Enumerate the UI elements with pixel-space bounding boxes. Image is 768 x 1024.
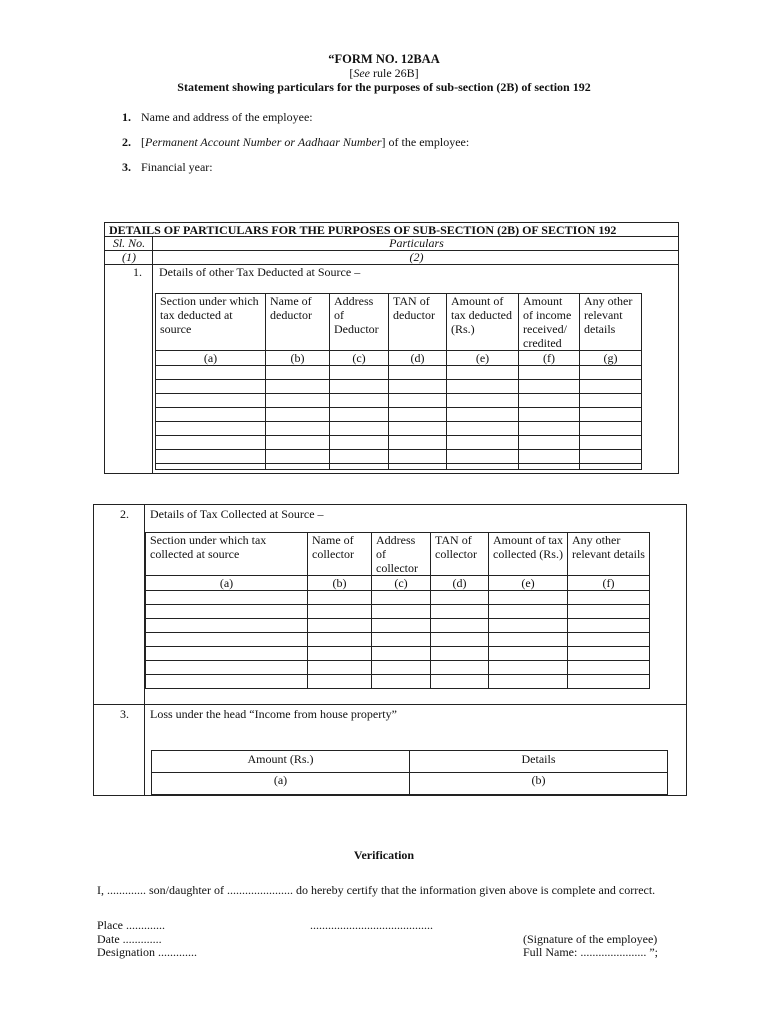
tds-header-cell: Any other relevant details [580,294,642,351]
tcs-blank-cell[interactable] [568,619,650,633]
tds-blank-cell[interactable] [389,450,447,464]
tds-header-cell: Name of deductor [266,294,330,351]
tcs-blank-cell[interactable] [431,647,489,661]
verification-title: Verification [353,848,415,862]
tds-blank-cell[interactable] [266,408,330,422]
item-number: 1. [122,110,131,124]
item-text-post: ] of the employee: [381,135,470,149]
tcs-blank-cell[interactable] [568,661,650,675]
tcs-header-cell: Any other relevant details [568,533,650,576]
tcs-blank-row [146,633,650,647]
tcs-letter-cell: (b) [308,576,372,591]
item-text-pre: [ [141,135,145,149]
tcs-blank-cell[interactable] [146,633,308,647]
rule-see: See [353,66,370,80]
tcs-blank-cell[interactable] [489,591,568,605]
tds-blank-cell[interactable] [156,436,266,450]
tds-blank-row [156,422,642,436]
tcs-blank-cell[interactable] [431,633,489,647]
tcs-blank-cell[interactable] [146,619,308,633]
tds-blank-cell[interactable] [156,408,266,422]
col-particulars-head: Particulars [389,236,444,250]
tds-letter-cell: (d) [389,351,447,366]
tcs-header-cell: Name of collector [308,533,372,576]
loss-label: Loss under the head “Income from house property” [150,707,397,721]
tds-blank-cell[interactable] [580,436,642,450]
item-employee-pan [122,135,469,150]
tcs-blank-cell[interactable] [372,633,431,647]
loss-letter-cell: (a) [152,773,410,795]
tcs-blank-cell[interactable] [308,591,372,605]
item-number: 2. [122,135,131,149]
form-subtitle: Statement showing particulars for the purposes of sub-section (2B) of section 192 [177,80,591,94]
tds-blank-cell[interactable] [266,450,330,464]
tds-blank-cell[interactable] [330,366,389,380]
tds-blank-cell[interactable] [519,380,580,394]
tcs-blank-cell[interactable] [308,633,372,647]
tds-blank-cell[interactable] [389,436,447,450]
tds-blank-row [156,394,642,408]
tcs-blank-cell[interactable] [568,647,650,661]
signature-line[interactable]: ......................................... [310,918,433,932]
loss-header-cell: Details [410,751,668,773]
tds-blank-cell[interactable] [580,380,642,394]
tcs-blank-cell[interactable] [568,633,650,647]
tcs-letter-cell: (f) [568,576,650,591]
tds-blank-cell[interactable] [156,464,266,470]
tcs-blank-cell[interactable] [568,605,650,619]
tds-letter-cell: (b) [266,351,330,366]
tds-blank-cell[interactable] [266,394,330,408]
tds-header-cell: TAN of deductor [389,294,447,351]
tds-blank-row [156,450,642,464]
item-text [141,135,469,150]
tds-letter-cell: (f) [519,351,580,366]
date-field[interactable]: Date ............. [97,932,162,946]
tds-blank-cell[interactable] [519,408,580,422]
tcs-letter-cell: (c) [372,576,431,591]
form-title: “FORM NO. 12BAA [328,52,440,66]
tds-blank-cell[interactable] [156,380,266,394]
tds-header-cell: Amount of income received/ credited [519,294,580,351]
col-particulars-num: (2) [409,250,424,264]
tds-blank-cell[interactable] [580,408,642,422]
tcs-blank-cell[interactable] [372,605,431,619]
tds-header-cell: Address of Deductor [330,294,389,351]
tds-blank-cell[interactable] [447,408,519,422]
tcs-blank-cell[interactable] [372,675,431,689]
tds-blank-cell[interactable] [330,394,389,408]
tcs-header-row [146,533,650,576]
tds-blank-row [156,380,642,394]
tds-blank-cell[interactable] [330,450,389,464]
tds-blank-row [156,464,642,470]
tcs-blank-cell[interactable] [568,675,650,689]
tds-blank-cell[interactable] [447,436,519,450]
col-sl-no-num: (1) [122,250,136,264]
tcs-blank-cell[interactable] [489,647,568,661]
tds-blank-cell[interactable] [389,464,447,470]
rule-prefix: [ [349,66,354,80]
tds-blank-cell[interactable] [389,408,447,422]
tcs-blank-cell[interactable] [372,619,431,633]
tcs-blank-row [146,605,650,619]
tds-blank-cell[interactable] [330,380,389,394]
tds-blank-cell[interactable] [580,450,642,464]
tcs-blank-cell[interactable] [489,633,568,647]
tcs-blank-cell[interactable] [431,605,489,619]
loss-sl-no: 3. [120,707,129,721]
full-name-field[interactable]: Full Name: ...................... ”; [523,945,658,959]
signature-label: (Signature of the employee) [523,932,658,946]
tds-blank-row [156,408,642,422]
tds-blank-cell[interactable] [447,464,519,470]
tds-blank-cell[interactable] [519,436,580,450]
tcs-blank-row [146,591,650,605]
tcs-header-cell: TAN of collector [431,533,489,576]
col-sl-no-head: Sl. No. [112,236,146,250]
tds-blank-cell[interactable] [580,422,642,436]
tds-blank-cell[interactable] [330,436,389,450]
tds-blank-cell[interactable] [447,366,519,380]
item-text-italic: Permanent Account Number or Aadhaar Number [145,135,382,149]
tds-blank-cell[interactable] [156,394,266,408]
tcs-letter-row [146,576,650,591]
loss-letter-cell: (b) [410,773,668,795]
item-text: Financial year: [141,160,213,174]
tds-blank-cell[interactable] [447,380,519,394]
loss-table [151,750,668,795]
item-text: Name and address of the employee: [141,110,313,124]
tds-letter-cell: (a) [156,351,266,366]
tds-blank-cell[interactable] [330,464,389,470]
tds-letter-cell: (c) [330,351,389,366]
tds-blank-cell[interactable] [519,366,580,380]
tcs-blank-cell[interactable] [308,605,372,619]
tcs-blank-cell[interactable] [146,591,308,605]
tcs-letter-cell: (e) [489,576,568,591]
tds-blank-cell[interactable] [580,464,642,470]
tds-label: Details of other Tax Deducted at Source – [159,265,361,279]
tcs-table [145,532,650,689]
loss-header-row [152,751,668,773]
tcs-blank-cell[interactable] [308,675,372,689]
tds-blank-cell[interactable] [389,380,447,394]
form-rule-reference [0,66,768,81]
details-section [104,222,679,474]
tcs-header-cell: Section under which tax collected at source [146,533,308,576]
tcs-blank-cell[interactable] [146,661,308,675]
tds-blank-cell[interactable] [447,450,519,464]
designation-field[interactable]: Designation ............. [97,945,197,959]
rule-rest: rule 26B] [370,66,419,80]
tcs-sl-no: 2. [120,507,129,521]
tcs-blank-cell[interactable] [489,675,568,689]
tcs-header-cell: Address of collector [372,533,431,576]
tcs-blank-row [146,647,650,661]
tds-blank-cell[interactable] [389,422,447,436]
loss-header-cell: Amount (Rs.) [152,751,410,773]
tds-blank-cell[interactable] [519,450,580,464]
tds-header-row [156,294,642,351]
tcs-blank-cell[interactable] [146,675,308,689]
tds-table [155,293,642,470]
tcs-blank-cell[interactable] [372,661,431,675]
tcs-blank-cell[interactable] [308,661,372,675]
tds-blank-cell[interactable] [519,394,580,408]
tcs-blank-cell[interactable] [431,591,489,605]
tds-blank-cell[interactable] [266,436,330,450]
tds-blank-cell[interactable] [519,422,580,436]
tds-blank-cell[interactable] [447,422,519,436]
tcs-blank-row [146,619,650,633]
tcs-loss-section [93,504,687,796]
tcs-blank-cell[interactable] [431,661,489,675]
tds-blank-cell[interactable] [330,422,389,436]
tcs-header-cell: Amount of tax collected (Rs.) [489,533,568,576]
tds-header-cell: Section under which tax deducted at source [156,294,266,351]
tds-blank-cell[interactable] [156,422,266,436]
tds-blank-cell[interactable] [266,380,330,394]
tcs-blank-cell[interactable] [146,605,308,619]
item-employee-name [122,110,313,125]
tcs-blank-row [146,675,650,689]
tds-blank-row [156,366,642,380]
tds-blank-cell[interactable] [580,366,642,380]
tcs-blank-cell[interactable] [308,647,372,661]
tds-blank-cell[interactable] [266,422,330,436]
loss-letter-row [152,773,668,795]
tcs-letter-cell: (a) [146,576,308,591]
tds-letter-row [156,351,642,366]
tds-blank-cell[interactable] [156,450,266,464]
tds-blank-cell[interactable] [266,464,330,470]
tds-blank-cell[interactable] [330,408,389,422]
tds-header-cell: Amount of tax deducted (Rs.) [447,294,519,351]
tcs-blank-cell[interactable] [568,591,650,605]
tcs-blank-cell[interactable] [431,619,489,633]
tds-blank-cell[interactable] [156,366,266,380]
tcs-blank-row [146,661,650,675]
tds-blank-cell[interactable] [447,394,519,408]
tcs-blank-cell[interactable] [489,605,568,619]
tcs-blank-cell[interactable] [372,647,431,661]
details-title: DETAILS OF PARTICULARS FOR THE PURPOSES OF SUB-SECTION (2B) OF SECTION 192 [109,223,617,237]
tcs-blank-cell[interactable] [489,661,568,675]
tcs-blank-cell[interactable] [308,619,372,633]
tds-letter-cell: (e) [447,351,519,366]
verification-statement: I, ............. son/daughter of ...................... do hereby certify that the information given above is complete and correct. [97,883,656,897]
tds-blank-cell[interactable] [519,464,580,470]
tcs-blank-cell[interactable] [431,675,489,689]
tcs-blank-cell[interactable] [146,647,308,661]
item-number: 3. [122,160,131,174]
tcs-blank-cell[interactable] [489,619,568,633]
tcs-blank-cell[interactable] [372,591,431,605]
tds-blank-cell[interactable] [389,394,447,408]
item-financial-year [122,160,213,175]
tds-blank-cell[interactable] [266,366,330,380]
tds-blank-cell[interactable] [389,366,447,380]
tcs-letter-cell: (d) [431,576,489,591]
tds-letter-cell: (g) [580,351,642,366]
tcs-label: Details of Tax Collected at Source – [150,507,324,521]
tds-sl-no: 1. [133,265,142,279]
tds-blank-cell[interactable] [580,394,642,408]
tds-blank-row [156,436,642,450]
place-field[interactable]: Place ............. [97,918,165,932]
